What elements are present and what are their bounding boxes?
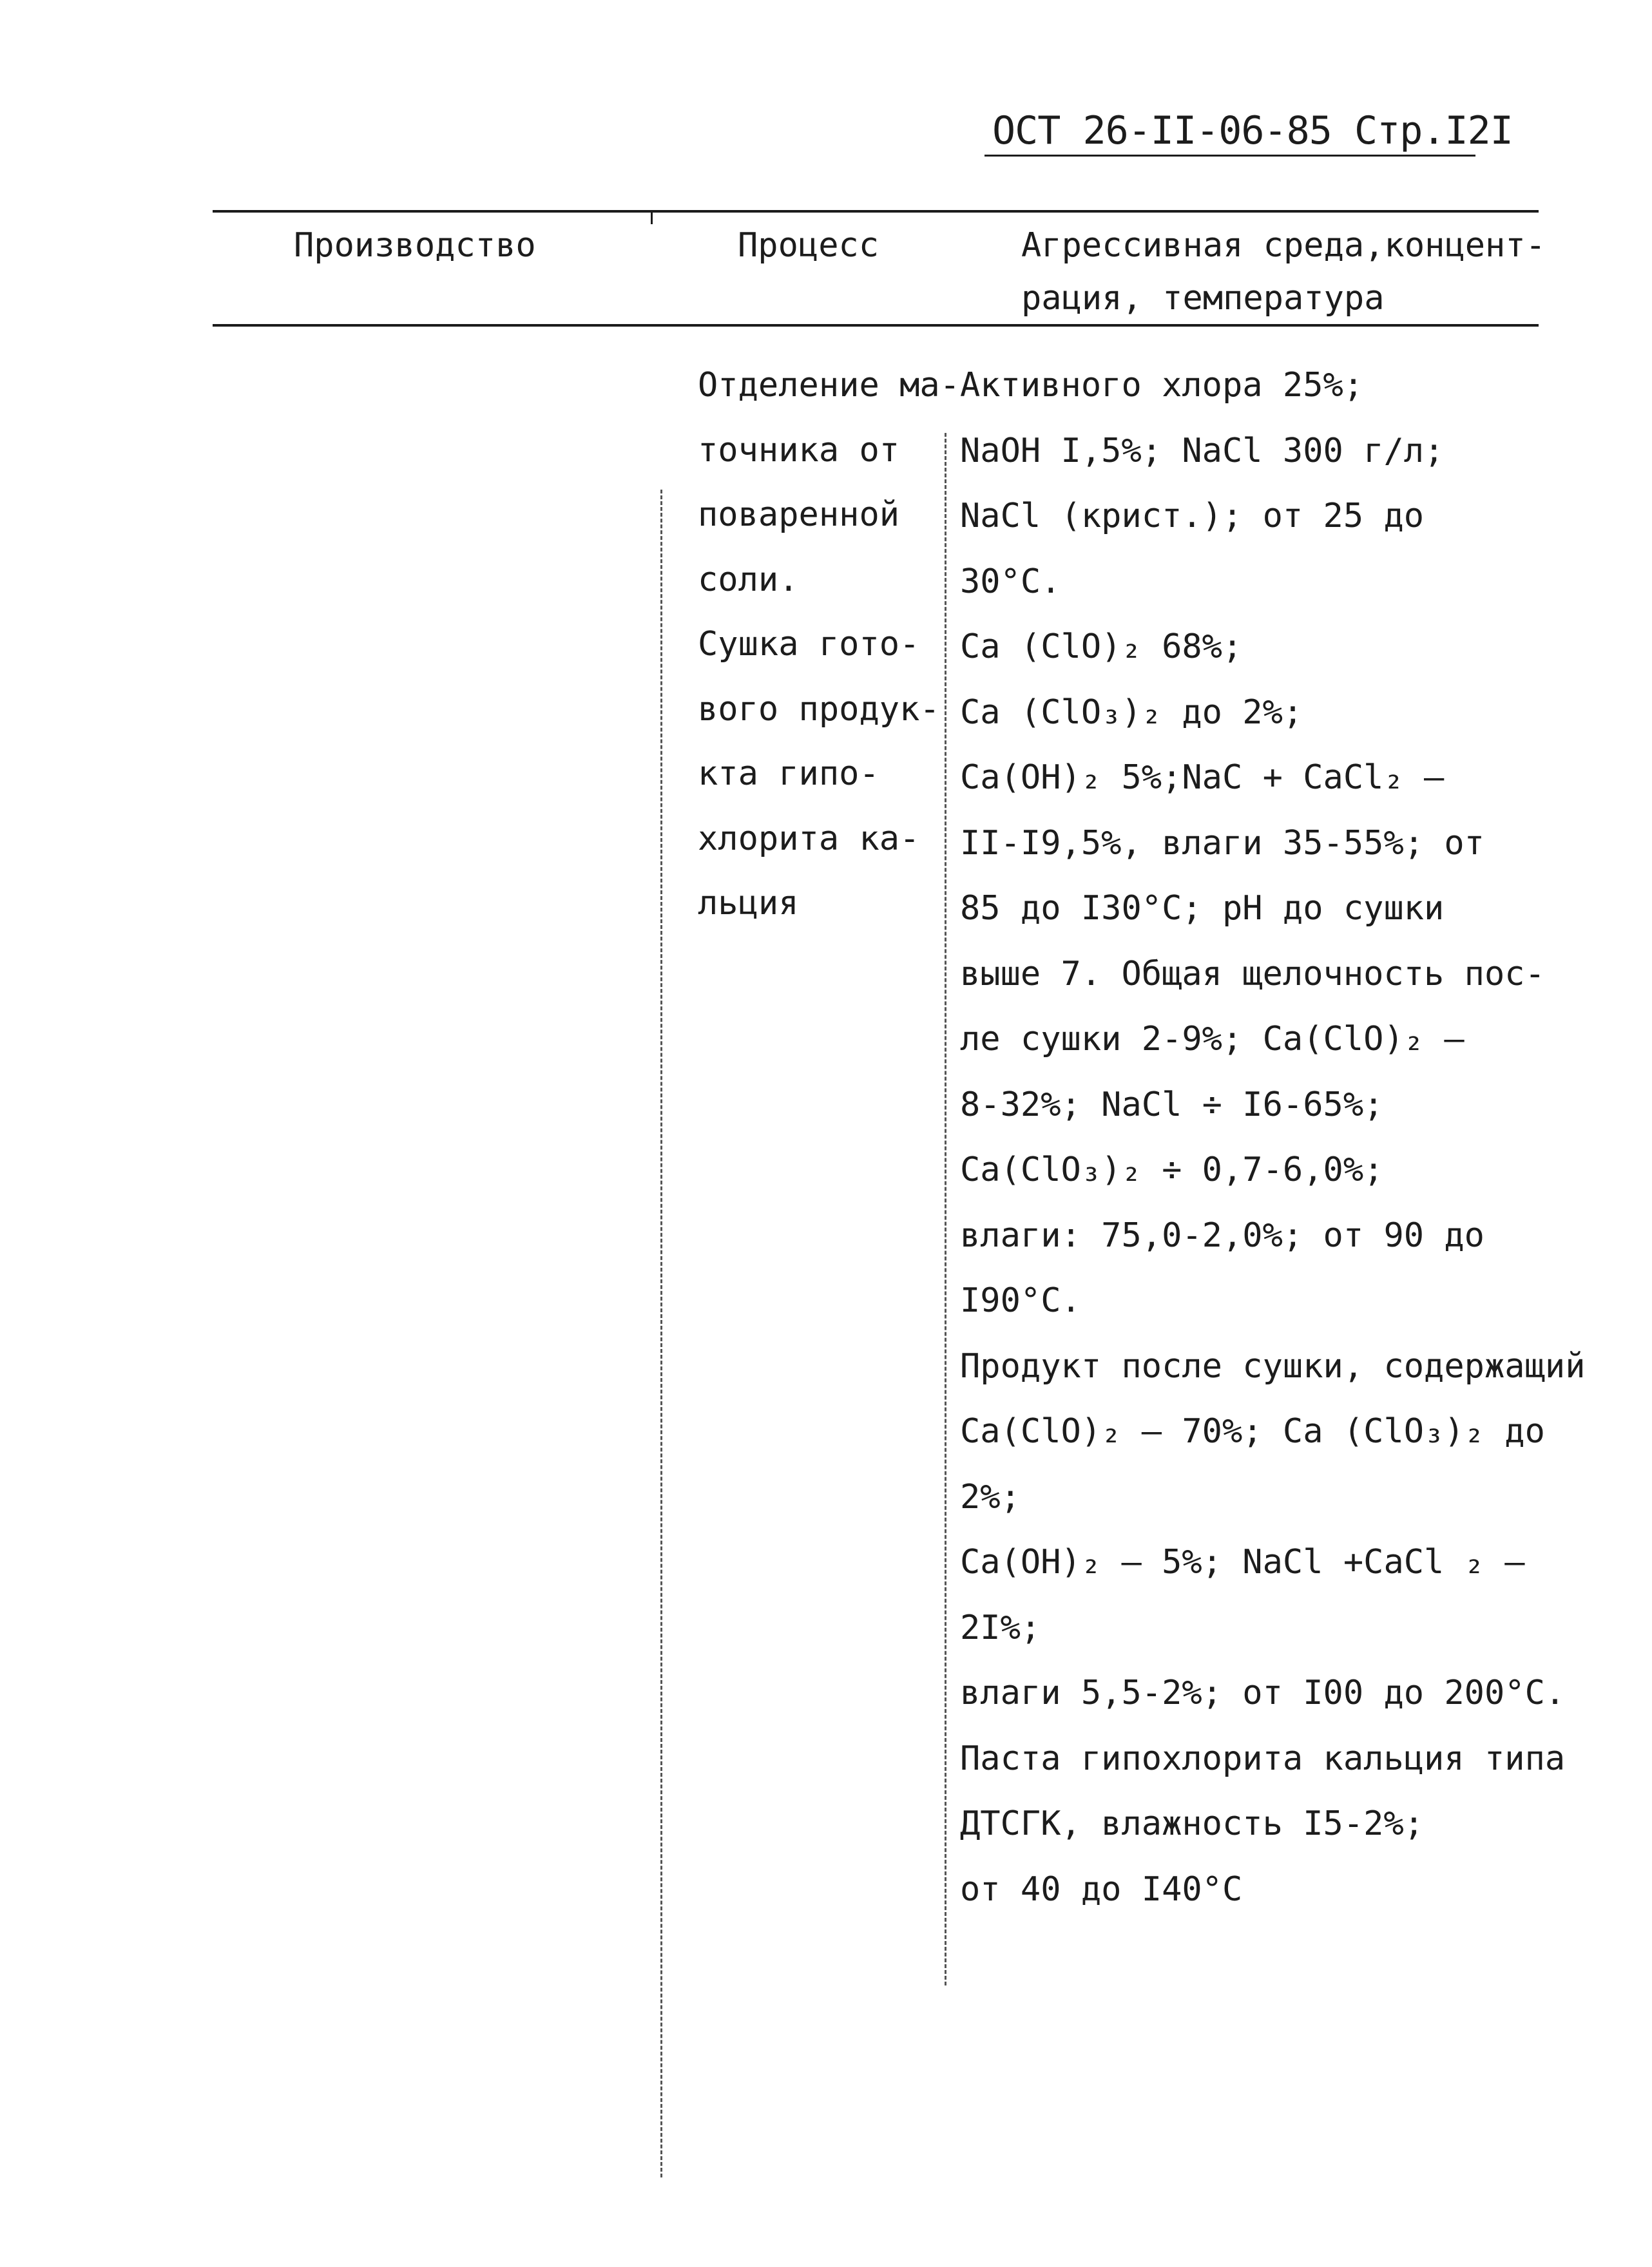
process-line: льция xyxy=(698,884,799,923)
column-tick xyxy=(651,210,653,224)
environment-line: Ca(OH)₂ 5%;NaC + CaCl₂ – xyxy=(960,758,1445,797)
environment-line: Паста гипохлорита кальция типа xyxy=(960,1739,1566,1778)
standard-code-header: ОСТ 26-II-06-85 Стр.I2I xyxy=(992,108,1513,153)
environment-line: ле сушки 2-9%; Ca(ClO)₂ – xyxy=(960,1020,1465,1058)
environment-line: 8-32%; NaCl ÷ I6-65%; xyxy=(960,1085,1384,1124)
environment-line: 85 до I30°C; pH до сушки xyxy=(960,889,1445,928)
environment-line: Ca(ClO₃)₂ ÷ 0,7-6,0%; xyxy=(960,1151,1384,1189)
process-line: Отделение ма- xyxy=(698,366,960,405)
process-line: точника от xyxy=(698,430,900,470)
environment-line: NaOH I,5%; NaCl 300 г/л; xyxy=(960,431,1445,470)
column-header-environment xyxy=(1021,219,1546,325)
process-line: хлорита ка- xyxy=(698,819,920,858)
header-underline xyxy=(984,155,1475,157)
table-header-rule xyxy=(213,324,1539,327)
environment-line: Ca(OH)₂ – 5%; NaCl +CaCl ₂ – xyxy=(960,1543,1525,1582)
process-line: Сушка гото- xyxy=(698,625,920,664)
environment-line: Ca (ClO)₂ 68%; xyxy=(960,627,1243,666)
environment-line: влаги 5,5-2%; от I00 до 200°C. xyxy=(960,1674,1566,1712)
environment-line: выше 7. Общая щелочность пос- xyxy=(960,954,1545,993)
environment-cell xyxy=(960,353,1586,1922)
environment-line: I90°C. xyxy=(960,1281,1081,1320)
process-line: кта гипо- xyxy=(698,754,879,793)
table-top-rule xyxy=(213,210,1539,213)
environment-line: ДТСГК, влажность I5-2%; xyxy=(960,1804,1425,1843)
process-line: соли. xyxy=(698,560,799,599)
environment-line: Ca(ClO)₂ – 70%; Ca (ClO₃)₂ до xyxy=(960,1412,1545,1451)
environment-line: 2I%; xyxy=(960,1608,1041,1647)
environment-line: влаги: 75,0-2,0%; от 90 до xyxy=(960,1216,1484,1255)
environment-line: 2%; xyxy=(960,1477,1021,1516)
process-line: вого продук- xyxy=(698,689,940,729)
column-header-production: Производство xyxy=(294,226,536,265)
column-header-process: Процесс xyxy=(738,226,879,265)
process-line: поваренной xyxy=(698,495,900,534)
environment-line: от 40 до I40°C xyxy=(960,1870,1243,1909)
environment-line: 30°C. xyxy=(960,562,1061,601)
process-cell xyxy=(698,353,960,936)
column-divider-1 xyxy=(660,490,662,2177)
environment-line: Продукт после сушки, содержащий xyxy=(960,1346,1586,1386)
column-header-environment-text: Агрессивная среда,концент- рация, температура xyxy=(1021,226,1546,318)
environment-line: NaCl (крист.); от 25 до xyxy=(960,497,1425,535)
environment-line: II-I9,5%, влаги 35-55%; от xyxy=(960,823,1484,863)
environment-line: Ca (ClO₃)₂ до 2%; xyxy=(960,693,1303,732)
environment-line: Активного хлора 25%; xyxy=(960,366,1364,405)
